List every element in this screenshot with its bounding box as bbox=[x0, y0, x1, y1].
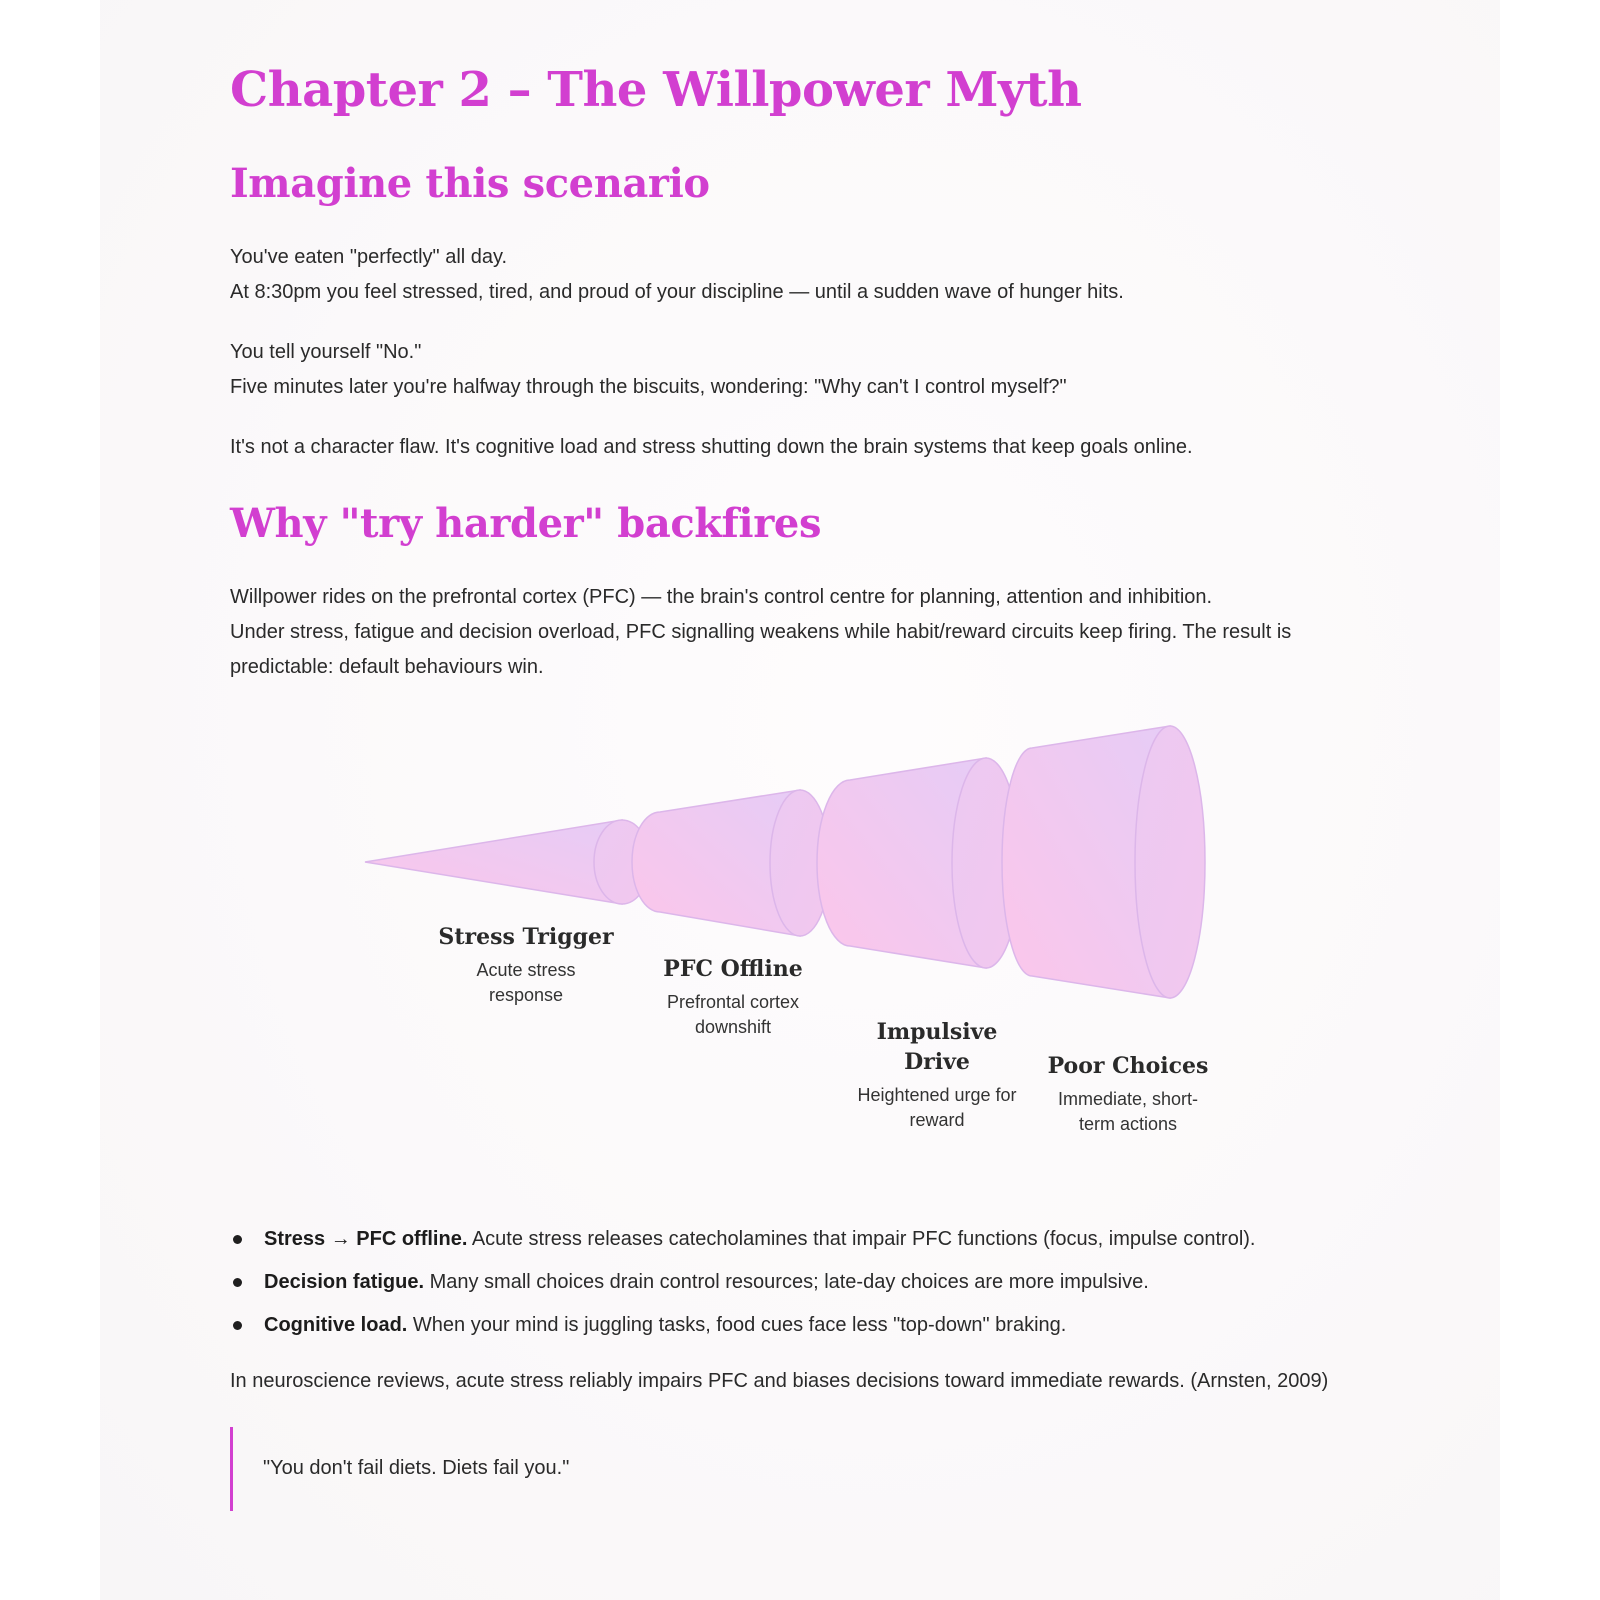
stage-description-line: downshift bbox=[694, 1017, 772, 1037]
bullet-bold: Decision fatigue. bbox=[264, 1271, 425, 1293]
funnel-segment-pfc-offline bbox=[632, 790, 830, 936]
chapter-title: Chapter 2 – The Willpower Myth bbox=[230, 62, 1082, 118]
bullet-text: Many small choices drain control resources; late-day choices are more impulsive. bbox=[424, 1271, 1149, 1293]
stage-title: PFC Offline bbox=[663, 956, 803, 982]
willpower-paragraph bbox=[230, 580, 1291, 685]
text-line: It's not a character flaw. It's cognitive load and stress shutting down the brain systems that keep goals online. bbox=[230, 436, 1193, 458]
text-line: predictable: default behaviours win. bbox=[230, 656, 544, 678]
stage-description-line: term actions bbox=[1078, 1114, 1178, 1134]
stage-description-line: response bbox=[488, 985, 564, 1005]
stage-description-line: Prefrontal cortex bbox=[666, 992, 800, 1012]
stage-title-line: Drive bbox=[904, 1049, 970, 1075]
stage-description bbox=[1048, 1087, 1209, 1137]
text-line: Willpower rides on the prefrontal cortex (PFC) — the brain's control centre for planning, attention and inhibition. bbox=[230, 586, 1213, 608]
stage-title-line: Impulsive bbox=[876, 1019, 998, 1045]
pull-quote bbox=[230, 1427, 833, 1511]
funnel-segment-poor-choices bbox=[1002, 726, 1205, 998]
stage-label-pfc-offline bbox=[663, 954, 802, 1040]
text-line: You tell yourself "No." bbox=[230, 341, 422, 363]
bullet-dot-icon bbox=[233, 1278, 242, 1287]
bullet-item bbox=[230, 1261, 1255, 1304]
stage-title: Stress Trigger bbox=[438, 924, 614, 950]
funnel-segment-impulsive-drive bbox=[817, 758, 1020, 968]
stage-label-poor-choices bbox=[1048, 1051, 1209, 1137]
quote-text: "You don't fail diets. Diets fail you." bbox=[263, 1457, 570, 1479]
text-line: You've eaten "perfectly" all day. bbox=[230, 246, 508, 268]
stage-description-line: Immediate, short- bbox=[1057, 1089, 1199, 1109]
bullet-bold: Cognitive load. bbox=[264, 1314, 408, 1336]
text-line: Five minutes later you're halfway through the biscuits, wondering: "Why can't I control myself?" bbox=[230, 376, 1067, 398]
text-line: In neuroscience reviews, acute stress reliably impairs PFC and biases decisions toward immediate rewards. (Arnsten, 2009) bbox=[230, 1370, 1329, 1392]
text-line: At 8:30pm you feel stressed, tired, and proud of your discipline — until a sudden wave of hunger hits. bbox=[230, 281, 1124, 303]
scenario-paragraph-3 bbox=[230, 430, 1193, 465]
stage-title bbox=[857, 1017, 1016, 1077]
bullet-text: When your mind is juggling tasks, food cues face less "top-down" braking. bbox=[407, 1314, 1067, 1336]
section-heading-backfires: Why "try harder" backfires bbox=[230, 500, 822, 547]
text-line: Under stress, fatigue and decision overload, PFC signalling weakens while habit/reward circuits keep firing. The result is bbox=[230, 621, 1292, 643]
scenario-paragraph-2 bbox=[230, 335, 1067, 405]
stage-label-stress-trigger bbox=[438, 922, 613, 1008]
stage-description bbox=[857, 1083, 1016, 1133]
bullet-dot-icon bbox=[233, 1321, 242, 1330]
bullet-bold: Stress → PFC offline. bbox=[264, 1228, 468, 1250]
bullet-item bbox=[230, 1304, 1255, 1347]
bullet-item bbox=[230, 1218, 1255, 1261]
funnel-segment-stress-trigger bbox=[365, 820, 650, 904]
stage-description-line: Acute stress bbox=[476, 960, 576, 980]
bullet-text: Acute stress releases catecholamines that impair PFC functions (focus, impulse control). bbox=[467, 1228, 1256, 1250]
bullet-list bbox=[230, 1218, 1255, 1347]
scenario-paragraph-1 bbox=[230, 240, 1124, 310]
bullet-dot-icon bbox=[233, 1235, 242, 1244]
stage-title: Poor Choices bbox=[1047, 1053, 1209, 1079]
stage-description-line: Heightened urge for bbox=[857, 1085, 1017, 1105]
stage-label-impulsive-drive bbox=[857, 1017, 1016, 1133]
stage-description-line: reward bbox=[909, 1110, 965, 1130]
stage-description bbox=[663, 990, 802, 1040]
citation-paragraph bbox=[230, 1364, 1328, 1399]
section-heading-scenario: Imagine this scenario bbox=[230, 160, 710, 207]
stage-description bbox=[438, 958, 613, 1008]
